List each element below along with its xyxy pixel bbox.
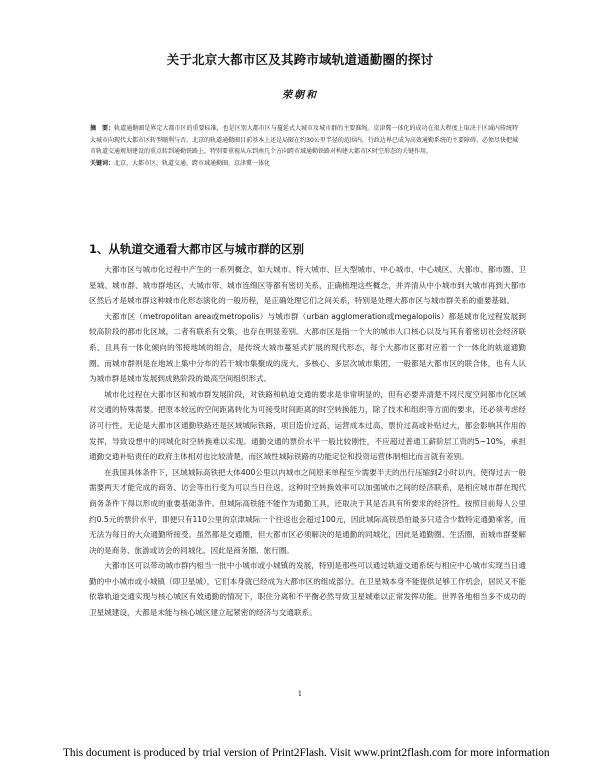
paragraph: 大都市区可以带动城市群内相当一批中小城市或小城镇的发展，特别是那些可以通过轨道交通系统与相应中心城市实现当日通勤的中小城市或小城镇（即卫星城），它们本身就已经成为大都市区的组成部分。在卫星城本身不能提供足够工作机会，居民又不能依靠轨道交通实现与核心城区有效通勤的情况下，职住分离和不平衡必然导致卫星城难以正常发挥功能。世界各地相当多不成功的卫星城建设，大都是未能与核心城区建立起紧密的经济与交通联系。 <box>89 561 526 618</box>
author-name: 荣朝和 <box>282 90 318 101</box>
keywords-line <box>90 158 518 170</box>
paper-title: 关于北京大都市区及其跨市域轨道通勤圈的探讨 <box>166 52 434 67</box>
abstract-block <box>90 123 518 169</box>
keywords-label: 关键词： <box>90 159 115 167</box>
abstract-text: 轨道通勤圈是界定大都市区的重要标准，也是区别大都市区与蔓延式大城市及城市群的主要准绳。京津冀一体化的成功在很大程度上取决于区域内传统特大城市向现代大都市区转型顺利与否。北京的轨道通勤圈目前基本上还是局限在约30公里半径的范围内，行政边界已成为高效通勤系统的主要障碍。必须尽快把城市轨道交通规划建设的重点转到通勤铁路上，特别要重视从东到南几个方向跨市域通勤铁路对构建大都市区时空形态的关键作用。 <box>90 125 518 156</box>
abstract-paragraph <box>90 123 518 158</box>
paragraph: 在我国具体条件下，区域城际高铁把大体400公里以内城市之间原来单程至少需要半天的出行压缩到2小时以内，使得过去一般需要两天才能完成的商务、访会等出行变为可以当日往返，这种时空转换效率可以加强城市之间的经济联系，是相应城市群在现代商务条件下得以形成的重要基础条件。但城际高铁能不能作为通勤工具，还取决于其是否具有所要求的经济性。按照目前每人公里约0.5元的票价水平，即便只有110公里的京津城际一个往返也会超过100元，因此城际高铁恐怕最多只适合少数特定通勤乘客，而无法为每日的大众通勤所接受。虽然都是交通圈，但大都市区必须解决的是通勤的同城化，因此是通勤圈、生活圈，而城市群要解决的是商务、旅游或访会的同城化，因此是商务圈、旅行圈。 <box>89 467 526 555</box>
abstract-label: 摘 要： <box>90 125 115 132</box>
paragraph: 大都市区与城市化过程中产生的一系列概念，如大城市、特大城市、巨大型城市、中心城市、中心城区、大都市、都市圈、卫星城、城市群、城市群地区、大城市带、城市连绵区等都有密切关系，正确梳理这些概念，并弄清从中小城市到大城市再到大都市区然后才是城市群这种城市化形态演化的一般历程，是正确处理它们之间关系，特别是处理大都市区与城市群关系的重要基础。 <box>89 265 526 306</box>
paragraph: 大都市区（metropolitan area或metropolis）与城市群（urban agglomeration或megalopolis）都是城市化过程发展到较高阶段的都市化区域，二者有联系有交集，也存在明显差别。大都市区是指一个大的城市人口核心以及与其有着密切社会经济联系、且具有一体化倾向的邻接地域的组合，是传统大城市蔓延式扩展的现代形态，每个大都市区都对应着一个一体化的轨道通勤圈。而城市群则是在地域上集中分布的若干城市集聚成的庞大、多核心、多层次城市集团，一般都是大都市区的联合体，也有人认为城市群是城市发展到成熟阶段的最高空间组织形式。 <box>89 311 526 384</box>
keywords-text: 北京、大都市区、轨道交通、跨市域通勤圈、京津冀一体化 <box>114 159 271 167</box>
trial-footer-notice: This document is produced by trial version of Print2Flash. Visit www.print2flash.com for more information <box>63 747 550 759</box>
section-heading: 1、从轨道交通看大都市区与城市群的区别 <box>89 242 304 256</box>
paragraph: 城市化过程在大都市区和城市群发展阶段，对铁路和轨道交通的要求是非常明显的，但有必要弄清楚不同尺度空间都市化区域对交通的特殊需要。把原本较远的空间距离转化为可接受时间距离的时空转换能力，除了技术和组织等方面的要求，还必须考虑经济可行性。无论是大都市区通勤铁路还是区域城际铁路，项目造价过高、运营成本过高、票价过高或补贴过大，都会影响其作用的发挥，导致设想中的同城化时空转换难以实现。通勤交通的票价水平一般比较刚性，不应超过普通工薪阶层工资的5~10%，承担通勤交通补贴责任的政府主体相对也比较清楚，而区域性城际铁路的功能定位和投资运营体制相比而言就有差别。 <box>89 389 526 462</box>
page-number: 1 <box>297 690 303 698</box>
body-text <box>89 262 526 621</box>
